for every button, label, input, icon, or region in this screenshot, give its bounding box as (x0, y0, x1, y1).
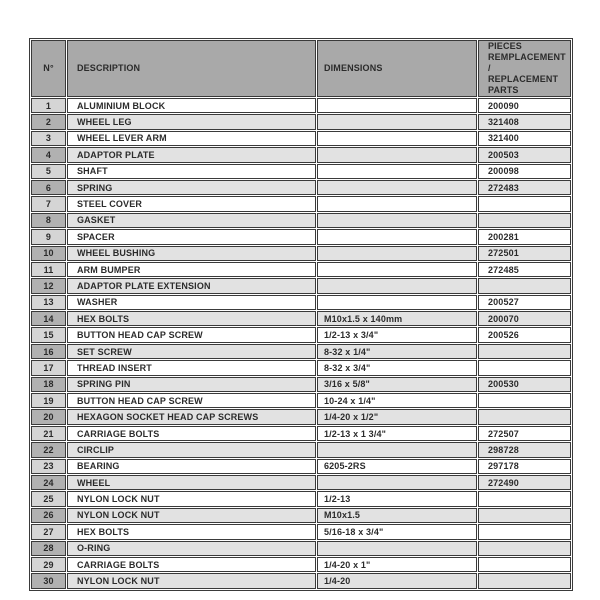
row-number-cell: 17 (31, 360, 66, 375)
row-part-number-cell: 272501 (478, 246, 571, 261)
row-part-number-cell: 321400 (478, 131, 571, 146)
row-description-cell: HEXAGON SOCKET HEAD CAP SCREWS (67, 409, 316, 424)
row-part-number-cell (478, 508, 571, 523)
table-row (31, 491, 571, 506)
row-number-cell: 13 (31, 295, 66, 310)
table-row (31, 246, 571, 261)
row-number-cell: 10 (31, 246, 66, 261)
row-dimensions-cell (317, 213, 477, 228)
row-dimensions-cell (317, 164, 477, 179)
row-number-cell: 3 (31, 131, 66, 146)
table-row (31, 442, 571, 457)
row-part-number-cell: 272485 (478, 262, 571, 277)
row-dimensions-cell (317, 98, 477, 113)
row-description-cell: STEEL COVER (67, 196, 316, 211)
table-row (31, 327, 571, 342)
row-dimensions-cell (317, 442, 477, 457)
row-part-number-cell (478, 491, 571, 506)
row-description-cell: HEX BOLTS (67, 524, 316, 539)
row-description-cell: WASHER (67, 295, 316, 310)
row-description-cell: SPACER (67, 229, 316, 244)
row-number-cell: 12 (31, 278, 66, 293)
row-dimensions-cell (317, 114, 477, 129)
table-row (31, 393, 571, 408)
table-row (31, 524, 571, 539)
row-description-cell: CIRCLIP (67, 442, 316, 457)
row-description-cell: CARRIAGE BOLTS (67, 557, 316, 572)
row-description-cell: GASKET (67, 213, 316, 228)
row-number-cell: 8 (31, 213, 66, 228)
row-part-number-cell: 200090 (478, 98, 571, 113)
row-dimensions-cell (317, 131, 477, 146)
table-row (31, 311, 571, 326)
table-row (31, 409, 571, 424)
row-description-cell: NYLON LOCK NUT (67, 491, 316, 506)
row-description-cell: SPRING (67, 180, 316, 195)
row-number-cell: 7 (31, 196, 66, 211)
row-dimensions-cell: 5/16-18 x 3/4" (317, 524, 477, 539)
row-description-cell: NYLON LOCK NUT (67, 573, 316, 588)
row-part-number-cell: 200098 (478, 164, 571, 179)
row-number-cell: 29 (31, 557, 66, 572)
row-part-number-cell: 298728 (478, 442, 571, 457)
row-description-cell: BEARING (67, 459, 316, 474)
table-row (31, 114, 571, 129)
table-row (31, 180, 571, 195)
row-number-cell: 20 (31, 409, 66, 424)
row-description-cell: HEX BOLTS (67, 311, 316, 326)
row-dimensions-cell: 1/4-20 (317, 573, 477, 588)
table-row (31, 508, 571, 523)
row-part-number-cell: 272483 (478, 180, 571, 195)
row-dimensions-cell: M10x1.5 x 140mm (317, 311, 477, 326)
table-body (31, 98, 571, 589)
row-number-cell: 26 (31, 508, 66, 523)
row-number-cell: 23 (31, 459, 66, 474)
row-number-cell: 11 (31, 262, 66, 277)
row-description-cell: ADAPTOR PLATE EXTENSION (67, 278, 316, 293)
parts-table (29, 38, 573, 591)
col-header-dimensions: DIMENSIONS (317, 40, 477, 97)
row-part-number-cell: 321408 (478, 114, 571, 129)
row-dimensions-cell (317, 246, 477, 261)
row-description-cell: WHEEL LEVER ARM (67, 131, 316, 146)
table-row (31, 164, 571, 179)
header-row (31, 40, 571, 97)
row-part-number-cell (478, 360, 571, 375)
table-row (31, 262, 571, 277)
row-dimensions-cell: 1/4-20 x 1" (317, 557, 477, 572)
row-number-cell: 14 (31, 311, 66, 326)
row-part-number-cell: 200526 (478, 327, 571, 342)
row-description-cell: THREAD INSERT (67, 360, 316, 375)
row-dimensions-cell: 1/4-20 x 1/2" (317, 409, 477, 424)
row-part-number-cell: 200281 (478, 229, 571, 244)
row-part-number-cell: 272507 (478, 426, 571, 441)
row-part-number-cell: 272490 (478, 475, 571, 490)
row-number-cell: 2 (31, 114, 66, 129)
row-description-cell: ALUMINIUM BLOCK (67, 98, 316, 113)
table-row (31, 229, 571, 244)
row-description-cell: CARRIAGE BOLTS (67, 426, 316, 441)
row-part-number-cell (478, 573, 571, 588)
row-number-cell: 16 (31, 344, 66, 359)
col-header-replacement-parts (478, 40, 571, 97)
row-number-cell: 22 (31, 442, 66, 457)
row-number-cell: 9 (31, 229, 66, 244)
row-part-number-cell: 200527 (478, 295, 571, 310)
row-dimensions-cell (317, 278, 477, 293)
row-dimensions-cell (317, 229, 477, 244)
row-number-cell: 25 (31, 491, 66, 506)
row-number-cell: 30 (31, 573, 66, 588)
row-part-number-cell (478, 196, 571, 211)
row-part-number-cell (478, 409, 571, 424)
row-part-number-cell: 200530 (478, 377, 571, 392)
row-dimensions-cell: M10x1.5 (317, 508, 477, 523)
row-number-cell: 15 (31, 327, 66, 342)
row-part-number-cell (478, 557, 571, 572)
row-dimensions-cell: 1/2-13 (317, 491, 477, 506)
row-description-cell: O-RING (67, 541, 316, 556)
row-dimensions-cell: 1/2-13 x 3/4" (317, 327, 477, 342)
col-header-replacement-parts-line1: PIECES REMPLACEMENT / (488, 41, 566, 73)
row-dimensions-cell: 3/16 x 5/8" (317, 377, 477, 392)
row-description-cell: BUTTON HEAD CAP SCREW (67, 327, 316, 342)
table-header (31, 40, 571, 97)
row-number-cell: 28 (31, 541, 66, 556)
row-number-cell: 1 (31, 98, 66, 113)
row-dimensions-cell: 10-24 x 1/4" (317, 393, 477, 408)
row-number-cell: 24 (31, 475, 66, 490)
col-header-replacement-parts-line2: REPLACEMENT PARTS (488, 74, 559, 95)
table-row (31, 459, 571, 474)
row-description-cell: BUTTON HEAD CAP SCREW (67, 393, 316, 408)
row-dimensions-cell (317, 541, 477, 556)
row-description-cell: SET SCREW (67, 344, 316, 359)
row-part-number-cell (478, 344, 571, 359)
row-part-number-cell (478, 393, 571, 408)
row-part-number-cell: 200070 (478, 311, 571, 326)
table-row (31, 131, 571, 146)
row-description-cell: SHAFT (67, 164, 316, 179)
row-part-number-cell (478, 541, 571, 556)
col-header-description: DESCRIPTION (67, 40, 316, 97)
table-row (31, 377, 571, 392)
table-row (31, 278, 571, 293)
row-number-cell: 18 (31, 377, 66, 392)
row-description-cell: WHEEL LEG (67, 114, 316, 129)
row-description-cell: ARM BUMPER (67, 262, 316, 277)
row-description-cell: SPRING PIN (67, 377, 316, 392)
row-number-cell: 21 (31, 426, 66, 441)
row-dimensions-cell: 1/2-13 x 1 3/4" (317, 426, 477, 441)
row-description-cell: ADAPTOR PLATE (67, 147, 316, 162)
row-number-cell: 6 (31, 180, 66, 195)
row-number-cell: 4 (31, 147, 66, 162)
table-row (31, 475, 571, 490)
row-number-cell: 5 (31, 164, 66, 179)
row-part-number-cell (478, 524, 571, 539)
col-header-number: N° (31, 40, 66, 97)
table-row (31, 557, 571, 572)
row-part-number-cell (478, 213, 571, 228)
row-dimensions-cell (317, 147, 477, 162)
row-dimensions-cell: 8-32 x 1/4" (317, 344, 477, 359)
row-description-cell: WHEEL BUSHING (67, 246, 316, 261)
table-row (31, 573, 571, 588)
row-dimensions-cell (317, 180, 477, 195)
table-row (31, 98, 571, 113)
row-description-cell: NYLON LOCK NUT (67, 508, 316, 523)
table-row (31, 360, 571, 375)
table-row (31, 147, 571, 162)
row-part-number-cell: 200503 (478, 147, 571, 162)
row-part-number-cell: 297178 (478, 459, 571, 474)
table-row (31, 426, 571, 441)
row-part-number-cell (478, 278, 571, 293)
table-row (31, 344, 571, 359)
table-row (31, 541, 571, 556)
row-dimensions-cell (317, 475, 477, 490)
row-number-cell: 19 (31, 393, 66, 408)
row-dimensions-cell: 8-32 x 3/4" (317, 360, 477, 375)
table-row (31, 295, 571, 310)
table-row (31, 196, 571, 211)
row-dimensions-cell: 6205-2RS (317, 459, 477, 474)
row-description-cell: WHEEL (67, 475, 316, 490)
table-row (31, 213, 571, 228)
row-dimensions-cell (317, 295, 477, 310)
row-number-cell: 27 (31, 524, 66, 539)
row-dimensions-cell (317, 196, 477, 211)
row-dimensions-cell (317, 262, 477, 277)
